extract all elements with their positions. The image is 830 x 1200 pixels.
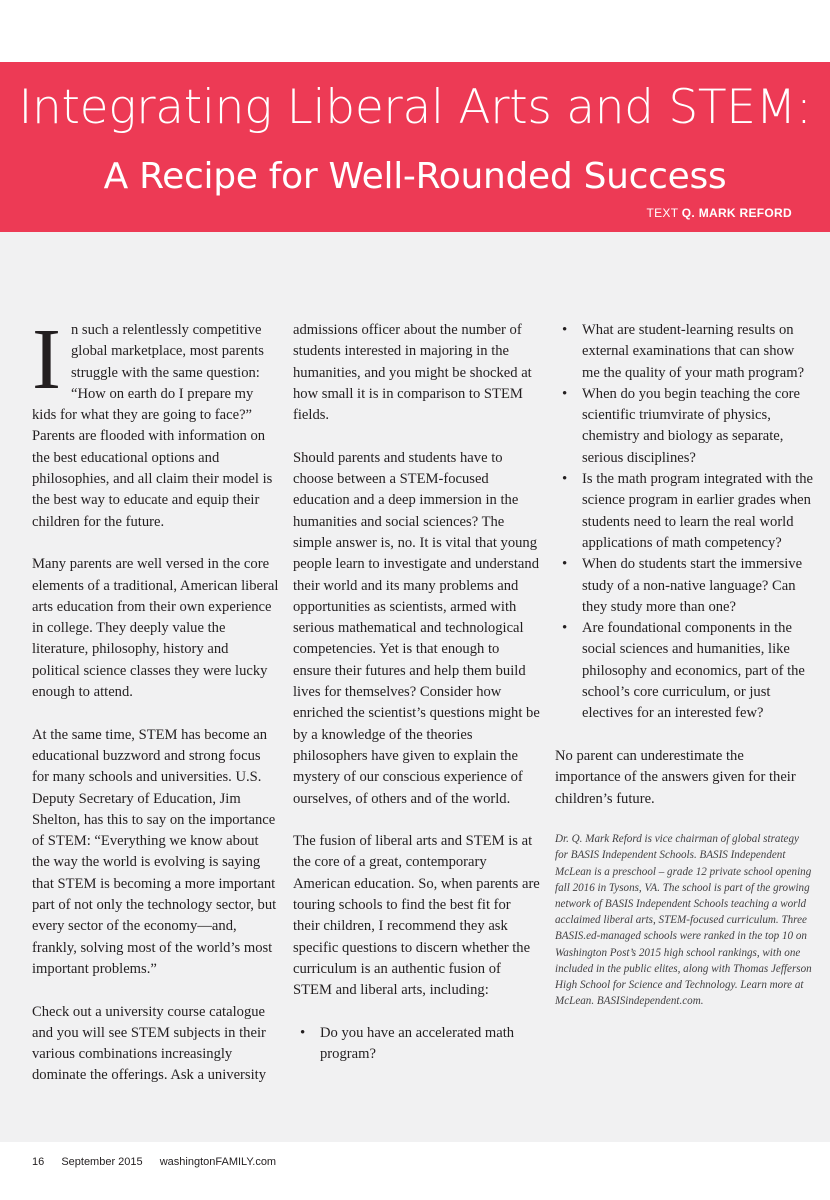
list-item: • When do students start the immersive study of a non-native language? Can they study more than one?	[555, 554, 813, 618]
article-title: Integrating Liberal Arts and STEM:	[18, 80, 812, 135]
top-margin	[0, 0, 830, 62]
page-number: 16	[32, 1156, 45, 1168]
closing-paragraph: No parent can underestimate the importance of the answers given for their children’s future.	[555, 747, 796, 807]
list-item: • Are foundational components in the social sciences and humanities, like philosophy and economics, part of the school’s core curriculum, or just electives for an interested few?	[555, 618, 813, 724]
column-3	[555, 320, 813, 1009]
byline	[647, 206, 793, 220]
paragraph: admissions officer about the number of students interested in majoring in the humanities, and you might be shocked at how small it is in comparison to STEM fields.	[293, 322, 532, 424]
paragraph: At the same time, STEM has become an educational buzzword and strong focus for many schools and universities. U.S. Deputy Secretary of Education, Jim Shelton, has this to say on the importance of STEM: “Everything we know about the way the world is evolving is saying that STEM is becoming a more important part of not only the technology sector, but every sector of the economy—and, frankly, solving most of the world’s most important problems.”	[32, 726, 277, 977]
paragraph: Many parents are well versed in the core elements of a traditional, American liberal arts education from their own experience in college. They deeply value the literature, philosophy, history and political science classes they were lucky enough to attend.	[32, 556, 279, 701]
list-item: • What are student-learning results on external examinations that can show me the quality of your math program?	[555, 320, 813, 384]
issue-date: September 2015	[61, 1156, 143, 1168]
column-1	[32, 310, 279, 1108]
paragraph: Should parents and students have to choose between a STEM-focused education and a deep immersion in the humanities and social sciences? The simple answer is, no. It is vital that young people learn to investigate and understand their world and its many problems and opportunities as scientists, armed with serious mathematical and technological competencies. Yet is that enough to ensure their futures and help them build lives for themselves? Consider how enriched the scientist’s questions might be by a knowledge of the theories philosophers have given to explain the mystery of our conscious experience of ourselves, of others and of the world.	[293, 449, 540, 807]
question-list	[555, 320, 813, 725]
article-subtitle: A Recipe for Well-Rounded Success	[103, 156, 727, 197]
author-bio: Dr. Q. Mark Reford is vice chairman of global strategy for BASIS Independent Schools. BASIS Independent McLean is a preschool – grade 12 private school opening fall 2016 in Tysons, VA. The school is part of the growing network of BASIS Independent Schools teaching a world acclaimed liberal arts, STEM-focused curriculum. Three BASIS.ed-managed schools were ranked in the top 10 on Washington Post’s 2015 high school rankings, with one included in the public elites, along with Thomas Jefferson High School for Science and Technology. Learn more at McLean. BASISindependent.com.	[555, 833, 812, 1008]
title-banner	[0, 62, 830, 232]
paragraph: Check out a university course catalogue and you will see STEM subjects in their various combinations increasingly dominate the offerings. Ask a university	[32, 1003, 266, 1084]
byline-author: Q. MARK REFORD	[681, 206, 792, 220]
paragraph	[32, 310, 279, 533]
drop-cap: I	[32, 310, 61, 407]
page-footer	[32, 1156, 290, 1168]
paragraph-text: n such a relentlessly competitive global marketplace, most parents struggle with the same question: “How on earth do I prepare my kids for what they are going to face?” Parents are flooded with information on the best educational options and philosophies, and all claim their model is the best way to educate and equip their children for the future.	[32, 322, 273, 530]
column-2	[293, 320, 541, 1087]
list-item: • When do you begin teaching the core scientific triumvirate of physics, chemistry and biology as separate, serious disciplines?	[555, 384, 813, 469]
list-item: • Is the math program integrated with the science program in earlier grades when students need to learn the real world applications of math competency?	[555, 469, 813, 554]
paragraph: The fusion of liberal arts and STEM is at the core of a great, contemporary American education. So, when parents are touring schools to find the best fit for their children, I recommend they ask specific questions to discern whether the curriculum is an authentic fusion of STEM and liberal arts, including:	[293, 833, 540, 999]
list-item: • Do you have an accelerated math program?	[293, 1023, 541, 1066]
byline-prefix: TEXT	[646, 206, 679, 220]
question-list	[293, 1023, 541, 1066]
site-name: washingtonFAMILY.com	[159, 1156, 277, 1168]
